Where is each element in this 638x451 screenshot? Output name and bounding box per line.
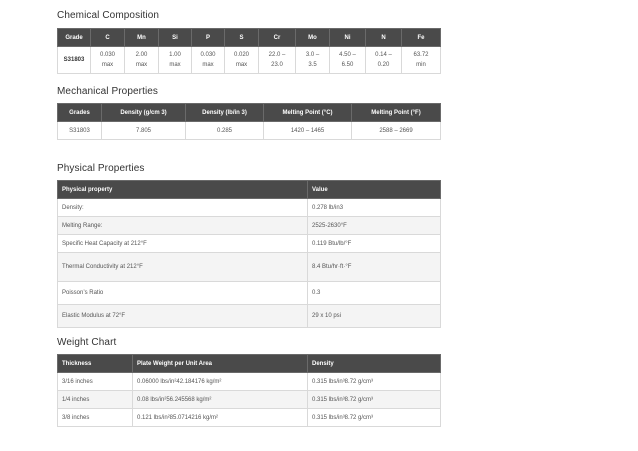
table-cell: Poisson’s Ratio xyxy=(58,282,308,305)
table-row xyxy=(58,373,441,391)
column-header: P xyxy=(192,29,225,47)
table-cell: 0.020 max xyxy=(225,47,259,74)
column-header: N xyxy=(366,29,402,47)
table-cell: 0.14 – 0.20 xyxy=(366,47,402,74)
table-cell: 0.315 lbs/in³8.72 g/cm³ xyxy=(308,373,441,391)
column-header: Fe xyxy=(402,29,441,47)
table-cell: 0.285 xyxy=(186,122,264,140)
table-row xyxy=(58,391,441,409)
table-cell: 0.030 max xyxy=(91,47,125,74)
table-header-row xyxy=(58,29,441,47)
table-row xyxy=(58,253,441,282)
table-cell: 0.121 lbs/in²85.0714216 kg/m² xyxy=(133,409,308,427)
table-row xyxy=(58,199,441,217)
table-cell: Specific Heat Capacity at 212°F xyxy=(58,235,308,253)
table-cell: 0.06000 lbs/in²42.184176 kg/m² xyxy=(133,373,308,391)
column-header: S xyxy=(225,29,259,47)
column-header: Grades xyxy=(58,104,102,122)
column-header: C xyxy=(91,29,125,47)
table-cell: 0.08 lbs/in²56.245568 kg/m² xyxy=(133,391,308,409)
table-row xyxy=(58,217,441,235)
table-row xyxy=(58,282,441,305)
table-cell: 2525-2630°F xyxy=(308,217,441,235)
table-cell: 3.0 – 3.5 xyxy=(296,47,330,74)
table-cell: Density: xyxy=(58,199,308,217)
chemical-composition-table xyxy=(57,28,441,74)
column-header: Grade xyxy=(58,29,91,47)
mechanical-properties-table xyxy=(57,103,441,140)
table-cell: 1.00 max xyxy=(159,47,192,74)
column-header: Value xyxy=(308,181,441,199)
table-cell: 1420 – 1465 xyxy=(264,122,352,140)
weight-chart-title: Weight Chart xyxy=(57,337,117,348)
column-header: Density (g/cm 3) xyxy=(102,104,186,122)
column-header: Melting Point (°F) xyxy=(352,104,441,122)
table-cell: 3/16 inches xyxy=(58,373,133,391)
physical-properties-title: Physical Properties xyxy=(57,163,145,174)
chemical-composition-title: Chemical Composition xyxy=(57,10,160,21)
column-header: Density (lb/in 3) xyxy=(186,104,264,122)
column-header: Melting Point (°C) xyxy=(264,104,352,122)
table-row xyxy=(58,47,441,74)
mechanical-properties-title: Mechanical Properties xyxy=(57,86,159,97)
table-cell: 0.315 lbs/in³8.72 g/cm³ xyxy=(308,409,441,427)
table-cell: S31803 xyxy=(58,122,102,140)
column-header: Mn xyxy=(125,29,159,47)
table-cell: 0.119 Btu/lb/°F xyxy=(308,235,441,253)
table-row xyxy=(58,122,441,140)
table-cell: Thermal Conductivity at 212°F xyxy=(58,253,308,282)
table-header-row xyxy=(58,355,441,373)
table-header-row xyxy=(58,104,441,122)
column-header: Density xyxy=(308,355,441,373)
table-cell: 4.50 – 6.50 xyxy=(330,47,366,74)
column-header: Mo xyxy=(296,29,330,47)
column-header: Cr xyxy=(259,29,296,47)
physical-properties-table xyxy=(57,180,441,328)
table-cell: S31803 xyxy=(58,47,91,74)
column-header: Thickness xyxy=(58,355,133,373)
table-row xyxy=(58,409,441,427)
column-header: Plate Weight per Unit Area xyxy=(133,355,308,373)
table-cell: 0.3 xyxy=(308,282,441,305)
table-cell: 1/4 inches xyxy=(58,391,133,409)
table-cell: Melting Range: xyxy=(58,217,308,235)
table-cell: 0.278 lb/in3 xyxy=(308,199,441,217)
table-cell: Elastic Modulus at 72°F xyxy=(58,305,308,328)
table-cell: 2.00 max xyxy=(125,47,159,74)
table-row xyxy=(58,305,441,328)
table-row xyxy=(58,235,441,253)
table-cell: 3/8 inches xyxy=(58,409,133,427)
table-cell: 63.72 min xyxy=(402,47,441,74)
table-cell: 7.805 xyxy=(102,122,186,140)
table-cell: 0.030 max xyxy=(192,47,225,74)
column-header: Ni xyxy=(330,29,366,47)
column-header: Physical property xyxy=(58,181,308,199)
column-header: Si xyxy=(159,29,192,47)
table-cell: 0.315 lbs/in³8.72 g/cm³ xyxy=(308,391,441,409)
table-header-row xyxy=(58,181,441,199)
table-cell: 8.4 Btu/hr·ft·°F xyxy=(308,253,441,282)
table-cell: 22.0 – 23.0 xyxy=(259,47,296,74)
table-cell: 2588 – 2669 xyxy=(352,122,441,140)
table-cell: 29 x 10 psi xyxy=(308,305,441,328)
weight-chart-table xyxy=(57,354,441,427)
